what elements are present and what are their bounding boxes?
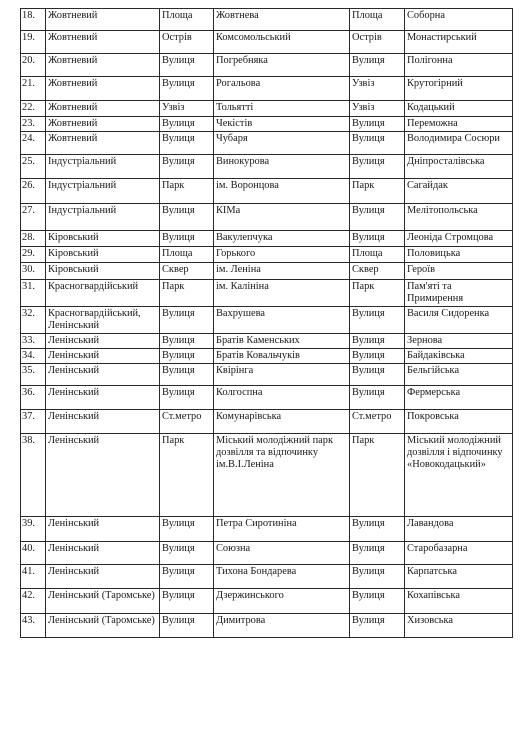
new-name-cell: Лавандова	[405, 517, 513, 542]
row-number: 36.	[21, 386, 46, 410]
new-name-cell: Бельгійська	[405, 364, 513, 386]
district-cell: Ленінський	[46, 386, 160, 410]
new-name-cell: Фермерська	[405, 386, 513, 410]
table-row	[21, 155, 513, 179]
new-type-cell: Вулиця	[350, 565, 405, 589]
new-name-cell: Зернова	[405, 334, 513, 349]
district-cell: Жовтневий	[46, 117, 160, 132]
district-cell: Красногвардійський, Ленінський	[46, 307, 160, 334]
new-type-cell: Вулиця	[350, 517, 405, 542]
old-name-cell: ім. Калініна	[214, 280, 350, 307]
new-type-cell: Вулиця	[350, 132, 405, 155]
district-cell: Жовтневий	[46, 31, 160, 54]
new-type-cell: Парк	[350, 179, 405, 204]
district-cell: Кіровський	[46, 263, 160, 280]
row-number: 40.	[21, 542, 46, 565]
new-type-cell: Сквер	[350, 263, 405, 280]
district-cell: Ленінський	[46, 517, 160, 542]
new-name-cell: Крутогірний	[405, 77, 513, 101]
new-name-cell: Соборна	[405, 9, 513, 31]
row-number: 38.	[21, 434, 46, 517]
table-row	[21, 280, 513, 307]
old-type-cell: Вулиця	[160, 589, 214, 614]
table-row	[21, 542, 513, 565]
old-type-cell: Площа	[160, 247, 214, 263]
row-number: 19.	[21, 31, 46, 54]
new-name-cell: Переможна	[405, 117, 513, 132]
table-row	[21, 589, 513, 614]
new-name-cell: Сагайдак	[405, 179, 513, 204]
new-name-cell: Хизовська	[405, 614, 513, 638]
row-number: 22.	[21, 101, 46, 117]
table-row	[21, 101, 513, 117]
table-row	[21, 179, 513, 204]
old-type-cell: Площа	[160, 9, 214, 31]
old-name-cell: Рогальова	[214, 77, 350, 101]
old-type-cell: Вулиця	[160, 386, 214, 410]
old-name-cell: Дзержинського	[214, 589, 350, 614]
old-name-cell: Чубаря	[214, 132, 350, 155]
district-cell: Індустріальний	[46, 155, 160, 179]
new-type-cell: Вулиця	[350, 364, 405, 386]
old-type-cell: Вулиця	[160, 117, 214, 132]
old-name-cell: ім. Леніна	[214, 263, 350, 280]
district-cell: Ленінський	[46, 434, 160, 517]
new-type-cell: Ст.метро	[350, 410, 405, 434]
new-type-cell: Вулиця	[350, 155, 405, 179]
old-type-cell: Узвіз	[160, 101, 214, 117]
old-type-cell: Вулиця	[160, 614, 214, 638]
row-number: 20.	[21, 54, 46, 77]
old-name-cell: Братів Ковальчуків	[214, 349, 350, 364]
row-number: 42.	[21, 589, 46, 614]
new-type-cell: Вулиця	[350, 231, 405, 247]
table-row	[21, 614, 513, 638]
new-name-cell: Героїв	[405, 263, 513, 280]
district-cell: Ленінський	[46, 410, 160, 434]
row-number: 23.	[21, 117, 46, 132]
new-name-cell: Кохапівська	[405, 589, 513, 614]
old-name-cell: Вахрушева	[214, 307, 350, 334]
new-type-cell: Парк	[350, 434, 405, 517]
old-name-cell: Жовтнева	[214, 9, 350, 31]
new-type-cell: Острів	[350, 31, 405, 54]
table-row	[21, 434, 513, 517]
row-number: 28.	[21, 231, 46, 247]
old-type-cell: Вулиця	[160, 77, 214, 101]
new-name-cell: Пам'яті та Примирення	[405, 280, 513, 307]
district-cell: Ленінський	[46, 334, 160, 349]
old-type-cell: Вулиця	[160, 565, 214, 589]
table-row	[21, 231, 513, 247]
row-number: 25.	[21, 155, 46, 179]
old-name-cell: Братів Каменських	[214, 334, 350, 349]
new-name-cell: Полігонна	[405, 54, 513, 77]
new-type-cell: Площа	[350, 247, 405, 263]
old-name-cell: Колгоспна	[214, 386, 350, 410]
old-type-cell: Вулиця	[160, 54, 214, 77]
row-number: 32.	[21, 307, 46, 334]
table-row	[21, 263, 513, 280]
table-row	[21, 410, 513, 434]
old-name-cell: ім. Воронцова	[214, 179, 350, 204]
document-page	[20, 8, 513, 638]
old-name-cell: Чекістів	[214, 117, 350, 132]
new-name-cell: Міський молодіжний дозвілля і відпочинку «Новокодацький»	[405, 434, 513, 517]
old-name-cell: Тольятті	[214, 101, 350, 117]
new-type-cell: Вулиця	[350, 334, 405, 349]
district-cell: Індустріальний	[46, 179, 160, 204]
old-type-cell: Вулиця	[160, 364, 214, 386]
district-cell: Ленінський (Таромське)	[46, 589, 160, 614]
new-type-cell: Вулиця	[350, 589, 405, 614]
row-number: 27.	[21, 204, 46, 231]
old-name-cell: Комсомольський	[214, 31, 350, 54]
new-name-cell: Володимира Сосюри	[405, 132, 513, 155]
new-type-cell: Узвіз	[350, 101, 405, 117]
table-row	[21, 364, 513, 386]
renaming-table	[20, 8, 513, 638]
new-type-cell: Вулиця	[350, 204, 405, 231]
row-number: 18.	[21, 9, 46, 31]
district-cell: Жовтневий	[46, 9, 160, 31]
table-row	[21, 9, 513, 31]
district-cell: Індустріальний	[46, 204, 160, 231]
row-number: 39.	[21, 517, 46, 542]
old-type-cell: Вулиця	[160, 204, 214, 231]
old-type-cell: Сквер	[160, 263, 214, 280]
table-row	[21, 117, 513, 132]
row-number: 33.	[21, 334, 46, 349]
new-name-cell: Монастирський	[405, 31, 513, 54]
old-name-cell: Горького	[214, 247, 350, 263]
old-type-cell: Вулиця	[160, 542, 214, 565]
new-type-cell: Вулиця	[350, 117, 405, 132]
new-type-cell: Вулиця	[350, 54, 405, 77]
new-name-cell: Кодацький	[405, 101, 513, 117]
new-name-cell: Василя Сидоренка	[405, 307, 513, 334]
row-number: 21.	[21, 77, 46, 101]
old-name-cell: КІМа	[214, 204, 350, 231]
table-row	[21, 565, 513, 589]
new-name-cell: Леоніда Стромцова	[405, 231, 513, 247]
district-cell: Ленінський	[46, 364, 160, 386]
old-name-cell: Винокурова	[214, 155, 350, 179]
table-row	[21, 204, 513, 231]
new-type-cell: Вулиця	[350, 614, 405, 638]
new-type-cell: Узвіз	[350, 77, 405, 101]
old-type-cell: Парк	[160, 179, 214, 204]
old-type-cell: Вулиця	[160, 334, 214, 349]
table-row	[21, 77, 513, 101]
old-type-cell: Острів	[160, 31, 214, 54]
old-type-cell: Вулиця	[160, 307, 214, 334]
old-name-cell: Вакулепчука	[214, 231, 350, 247]
old-type-cell: Вулиця	[160, 231, 214, 247]
old-name-cell: Квірінга	[214, 364, 350, 386]
table-row	[21, 132, 513, 155]
table-row	[21, 31, 513, 54]
row-number: 31.	[21, 280, 46, 307]
row-number: 30.	[21, 263, 46, 280]
row-number: 34.	[21, 349, 46, 364]
new-name-cell: Байдаківська	[405, 349, 513, 364]
table-row	[21, 517, 513, 542]
row-number: 35.	[21, 364, 46, 386]
district-cell: Ленінський (Таромське)	[46, 614, 160, 638]
new-name-cell: Мелітопольська	[405, 204, 513, 231]
row-number: 41.	[21, 565, 46, 589]
old-type-cell: Парк	[160, 280, 214, 307]
row-number: 43.	[21, 614, 46, 638]
new-name-cell: Покровська	[405, 410, 513, 434]
table-row	[21, 349, 513, 364]
table-row	[21, 247, 513, 263]
new-type-cell: Вулиця	[350, 307, 405, 334]
old-name-cell: Тихона Бондарева	[214, 565, 350, 589]
new-type-cell: Вулиця	[350, 349, 405, 364]
row-number: 26.	[21, 179, 46, 204]
district-cell: Кіровський	[46, 247, 160, 263]
table-row	[21, 307, 513, 334]
table-row	[21, 386, 513, 410]
old-name-cell: Міський молодіжний парк дозвілля та відпочинку ім.В.І.Леніна	[214, 434, 350, 517]
table-row	[21, 334, 513, 349]
old-type-cell: Ст.метро	[160, 410, 214, 434]
old-name-cell: Союзна	[214, 542, 350, 565]
old-type-cell: Вулиця	[160, 517, 214, 542]
district-cell: Кіровський	[46, 231, 160, 247]
district-cell: Жовтневий	[46, 54, 160, 77]
new-name-cell: Половицька	[405, 247, 513, 263]
district-cell: Жовтневий	[46, 132, 160, 155]
old-type-cell: Парк	[160, 434, 214, 517]
new-type-cell: Вулиця	[350, 386, 405, 410]
new-type-cell: Вулиця	[350, 542, 405, 565]
district-cell: Красногвардійський	[46, 280, 160, 307]
row-number: 29.	[21, 247, 46, 263]
row-number: 37.	[21, 410, 46, 434]
district-cell: Ленінський	[46, 349, 160, 364]
new-type-cell: Парк	[350, 280, 405, 307]
old-name-cell: Димитрова	[214, 614, 350, 638]
table-row	[21, 54, 513, 77]
row-number: 24.	[21, 132, 46, 155]
old-type-cell: Вулиця	[160, 132, 214, 155]
district-cell: Ленінський	[46, 542, 160, 565]
district-cell: Ленінський	[46, 565, 160, 589]
old-name-cell: Петра Сиротиніна	[214, 517, 350, 542]
new-name-cell: Дніпросталівська	[405, 155, 513, 179]
new-name-cell: Старобазарна	[405, 542, 513, 565]
new-type-cell: Площа	[350, 9, 405, 31]
old-name-cell: Комунарівська	[214, 410, 350, 434]
old-type-cell: Вулиця	[160, 155, 214, 179]
old-name-cell: Погребняка	[214, 54, 350, 77]
table-body	[21, 9, 513, 638]
old-type-cell: Вулиця	[160, 349, 214, 364]
district-cell: Жовтневий	[46, 101, 160, 117]
district-cell: Жовтневий	[46, 77, 160, 101]
new-name-cell: Карпатська	[405, 565, 513, 589]
